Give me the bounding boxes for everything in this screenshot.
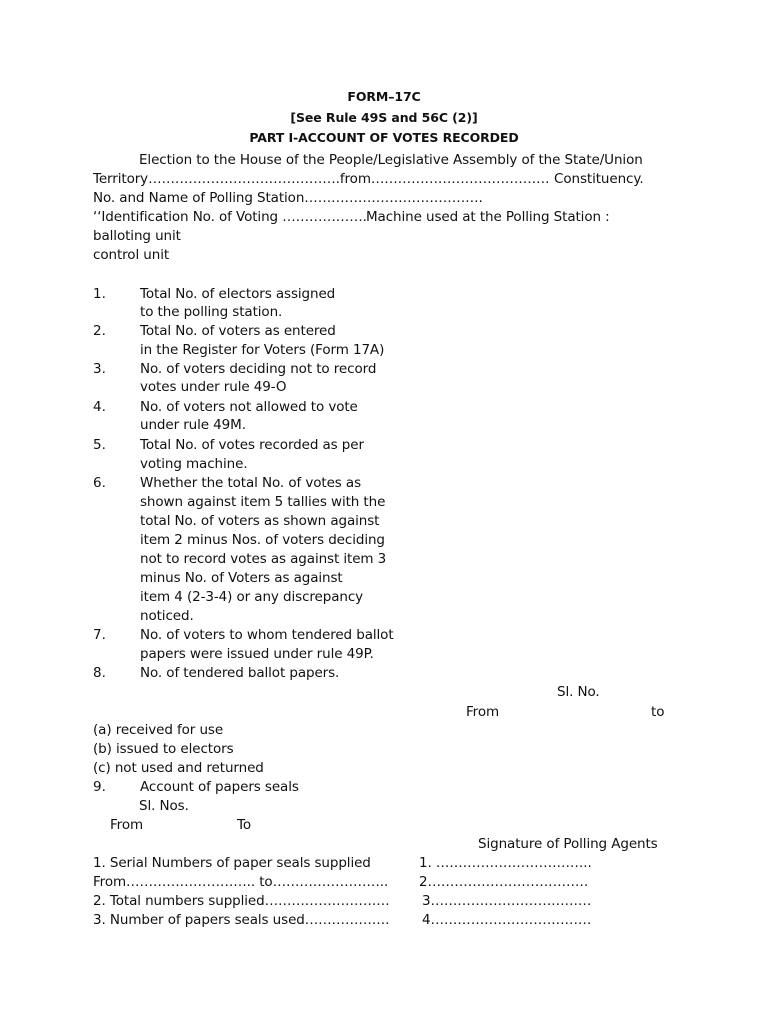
item-text: Total No. of electors assigned (140, 286, 336, 302)
received-for-use: (a) received for use (93, 722, 224, 738)
intro-line-1: Election to the House of the People/Legislative Assembly of the State/Union (139, 152, 643, 168)
seals-used-line: 3. Number of papers seals used………………. (93, 912, 390, 928)
item-text: noticed. (140, 608, 194, 624)
item-number: 8. (93, 665, 106, 681)
item-text: total No. of voters as shown against (140, 513, 380, 529)
seals-supplied-line: 1. Serial Numbers of paper seals supplied (93, 855, 371, 871)
seals-from-label: From (110, 817, 144, 833)
item-number: 9. (93, 779, 106, 795)
item-text: shown against item 5 tallies with the (140, 494, 386, 510)
part-title: PART I-ACCOUNT OF VOTES RECORDED (249, 130, 519, 145)
signature-line-3[interactable]: 3……………………………… (422, 893, 592, 909)
sl-nos-label: Sl. Nos. (139, 798, 189, 814)
issued-to-electors: (b) issued to electors (93, 741, 234, 757)
from-label: From (466, 704, 500, 720)
item-text: No. of voters not allowed to vote (140, 399, 358, 415)
seals-from-to-line: From……………………….. to…………………….. (93, 874, 389, 890)
signature-heading: Signature of Polling Agents (478, 836, 658, 852)
item-number: 6. (93, 475, 106, 491)
intro-line-2: Territory…………………………………….from…………………………………. (93, 171, 550, 187)
signature-line-4[interactable]: 4……………………………… (422, 912, 592, 928)
intro-line-4b: Machine used at the Polling Station : (366, 209, 610, 225)
item-text: No. of tendered ballot papers. (140, 665, 340, 681)
sl-no-label: Sl. No. (557, 684, 600, 700)
item-text: Whether the total No. of votes as (140, 475, 361, 491)
item-text: No. of voters deciding not to record (140, 361, 377, 377)
item-text: in the Register for Voters (Form 17A) (140, 342, 385, 358)
to-label: to (651, 704, 665, 720)
item-number: 5. (93, 437, 106, 453)
intro-line-4: ‘‘Identification No. of Voting ………………. (93, 209, 367, 225)
total-supplied-line: 2. Total numbers supplied………………………. (93, 893, 390, 909)
item-text: voting machine. (140, 456, 248, 472)
item-number: 2. (93, 323, 106, 339)
signature-line-2[interactable]: 2……………………………… (419, 874, 589, 890)
item-text: papers were issued under rule 49P. (140, 646, 374, 662)
item-number: 4. (93, 399, 106, 415)
item-text: No. of voters to whom tendered ballot (140, 627, 394, 643)
item-text: Total No. of voters as entered (140, 323, 336, 339)
item-text: minus No. of Voters as against (140, 570, 343, 586)
signature-line-1[interactable]: 1. …………………………….. (419, 855, 592, 871)
intro-line-3: No. and Name of Polling Station…………………………………. (93, 190, 483, 206)
intro-balloting-unit: balloting unit (93, 228, 181, 244)
item-text: to the polling station. (140, 304, 283, 320)
intro-control-unit: control unit (93, 247, 170, 263)
item-number: 1. (93, 286, 106, 302)
item-text: votes under rule 49-O (140, 379, 287, 395)
not-used-returned: (c) not used and returned (93, 760, 264, 776)
item-text: not to record votes as against item 3 (140, 551, 387, 567)
form-title: FORM–17C (347, 89, 421, 104)
item-number: 3. (93, 361, 106, 377)
seals-to-label: To (237, 817, 252, 833)
intro-constituency: Constituency. (554, 171, 644, 187)
item-text: Total No. of votes recorded as per (140, 437, 364, 453)
item-text: item 2 minus Nos. of voters deciding (140, 532, 385, 548)
rule-reference: [See Rule 49S and 56C (2)] (290, 110, 478, 125)
item-text: under rule 49M. (140, 417, 246, 433)
item-number: 7. (93, 627, 106, 643)
paper-seals-title: Account of papers seals (140, 779, 299, 795)
item-text: item 4 (2-3-4) or any discrepancy (140, 589, 364, 605)
